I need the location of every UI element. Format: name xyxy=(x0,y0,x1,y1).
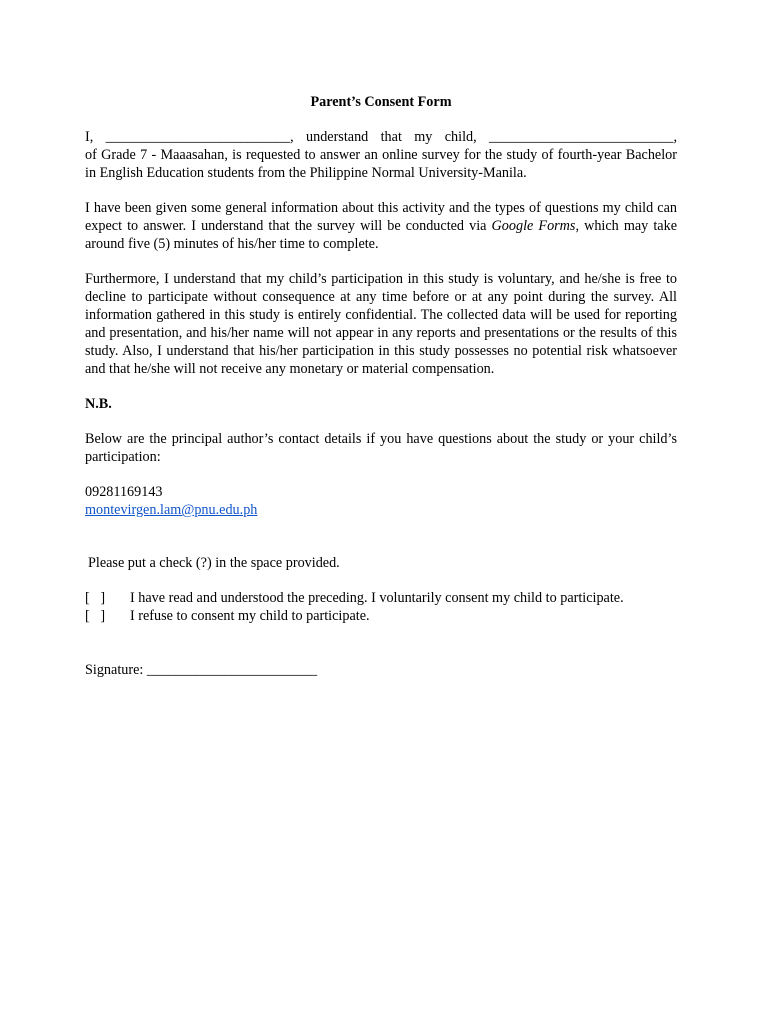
survey-info-text-a: I have been given some general information about this activity and the types of questions my child can expect to answer. I understand that the survey will be conducted via xyxy=(85,200,677,234)
email-link[interactable]: montevirgen.lam@pnu.edu.ph xyxy=(85,502,258,518)
phone-number: 09281169143 xyxy=(85,484,163,500)
signature-label: Signature: xyxy=(85,662,144,678)
consent-options xyxy=(85,589,677,625)
contact-intro-paragraph: Below are the principal author’s contact details if you have questions about the study or your child’s participation: xyxy=(85,431,677,465)
child-name-blank[interactable]: __________________________ xyxy=(489,129,674,145)
intro-prefix: I, xyxy=(85,129,94,145)
voluntary-participation-paragraph: Furthermore, I understand that my child’s participation in this study is voluntary, and he/she is free to decline to participate without consequence at any time before or at any point during the survey. All information gathered in this study is entirely confidential. The collected data will be used for reporting and presentation, and his/her name will not appear in any reports and presentations or the results of this study. Also, I understand that his/her participation in this study possesses no potential risk whatsoever and that he/she will not receive any monetary or material compensation. xyxy=(85,271,677,377)
signature-blank[interactable]: ________________________ xyxy=(146,662,318,678)
google-forms-text: Google Forms xyxy=(491,218,576,234)
agree-label: I have read and understood the preceding. I voluntarily consent my child to participate. xyxy=(130,590,624,606)
signature-line xyxy=(85,661,677,679)
intro-rest: of Grade 7 - Maaasahan, is requested to answer an online survey for the study of fourth-year Bachelor in English Education students from the Philippine Normal University-Manila. xyxy=(85,147,677,181)
intro-middle: , understand that my child, xyxy=(290,129,477,145)
check-instruction: Please put a check (?) in the space provided. xyxy=(88,555,340,571)
consent-option-refuse xyxy=(85,607,677,625)
consent-form-page xyxy=(85,93,677,679)
agree-checkbox[interactable]: [ ] xyxy=(85,590,106,606)
parent-name-blank[interactable]: __________________________ xyxy=(105,129,291,145)
survey-info-paragraph xyxy=(85,199,677,253)
survey-info-text-b: , which may take around five (5) minutes of his/her time to complete. xyxy=(85,218,677,252)
refuse-checkbox[interactable]: [ ] xyxy=(85,608,106,624)
intro-first-line xyxy=(85,128,677,146)
consent-option-agree xyxy=(85,589,677,607)
intro-paragraph xyxy=(85,128,677,182)
nb-label: N.B. xyxy=(85,396,112,412)
contact-details xyxy=(85,483,677,519)
form-title: Parent’s Consent Form xyxy=(310,94,452,110)
refuse-label: I refuse to consent my child to participate. xyxy=(130,608,370,624)
intro-suffix: , xyxy=(673,129,678,145)
